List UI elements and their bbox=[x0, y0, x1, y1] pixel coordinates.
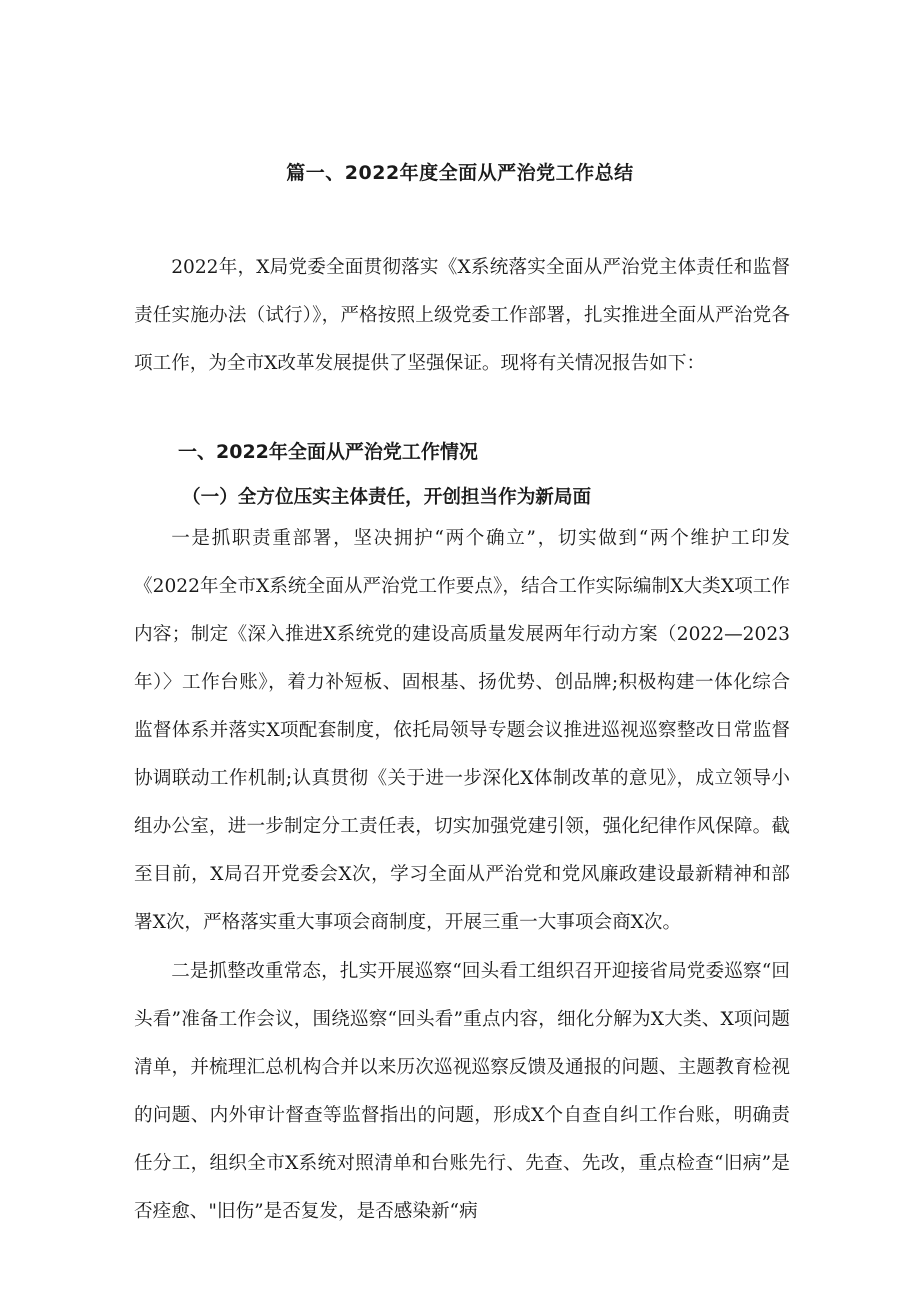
intro-paragraph: 2022年，X局党委全面贯彻落实《X系统落实全面从严治党主体责任和监督责任实施办法（试行）》，严格按照上级党委工作部署，扎实推进全面从严治党各项工作，为全市X改革发展提供了坚强保证。现将有关情况报告如下： bbox=[134, 257, 790, 374]
body-paragraph-2: 二是抓整改重常态，扎实开展巡察“回头看工组织召开迎接省局党委巡察“回头看”准备工作会议，围绕巡察“回头看”重点内容，细化分解为X大类、X项问题清单，并梳理汇总机构合并以来历次巡视巡察反馈及通报的问题、主题教育检视的问题、内外审计督查等监督指出的问题，形成X个自查自纠工作台账，明确责任分工，组织全市X系统对照清单和台账先行、先查、先改，重点检查“旧病”是否痊愈、"旧伤”是否复发，是否感染新“病 bbox=[134, 961, 790, 1222]
section-heading: 一、2022年全面从严治党工作情况 bbox=[178, 441, 478, 463]
subsection-heading: （一）全方位压实主体责任，开创担当作为新局面 bbox=[182, 487, 592, 508]
document-title: 篇一、2022年度全面从严治党工作总结 bbox=[286, 162, 634, 184]
body-paragraph-1: 一是抓职责重部署，坚决拥护“两个确立”，切实做到“两个维护工印发《2022年全市X系统全面从严治党工作要点》，结合工作实际编制X大类X项工作内容；制定《深入推进X系统党的建设高质量发展两年行动方案（2022—2023年）〉工作台账》，着力补短板、固根基、扬优势、创品牌;积极构建一体化综合监督体系并落实X项配套制度，依托局领导专题会议推进巡视巡察整改日常监督协调联动工作机制;认真贯彻《关于进一步深化X体制改革的意见》，成立领导小组办公室，进一步制定分工责任表，切实加强党建引领，强化纪律作风保障。截至目前，X局召开党委会X次，学习全面从严治党和党风廉政建设最新精神和部署X次，严格落实重大事项会商制度，开展三重一大事项会商X次。 bbox=[134, 528, 790, 933]
